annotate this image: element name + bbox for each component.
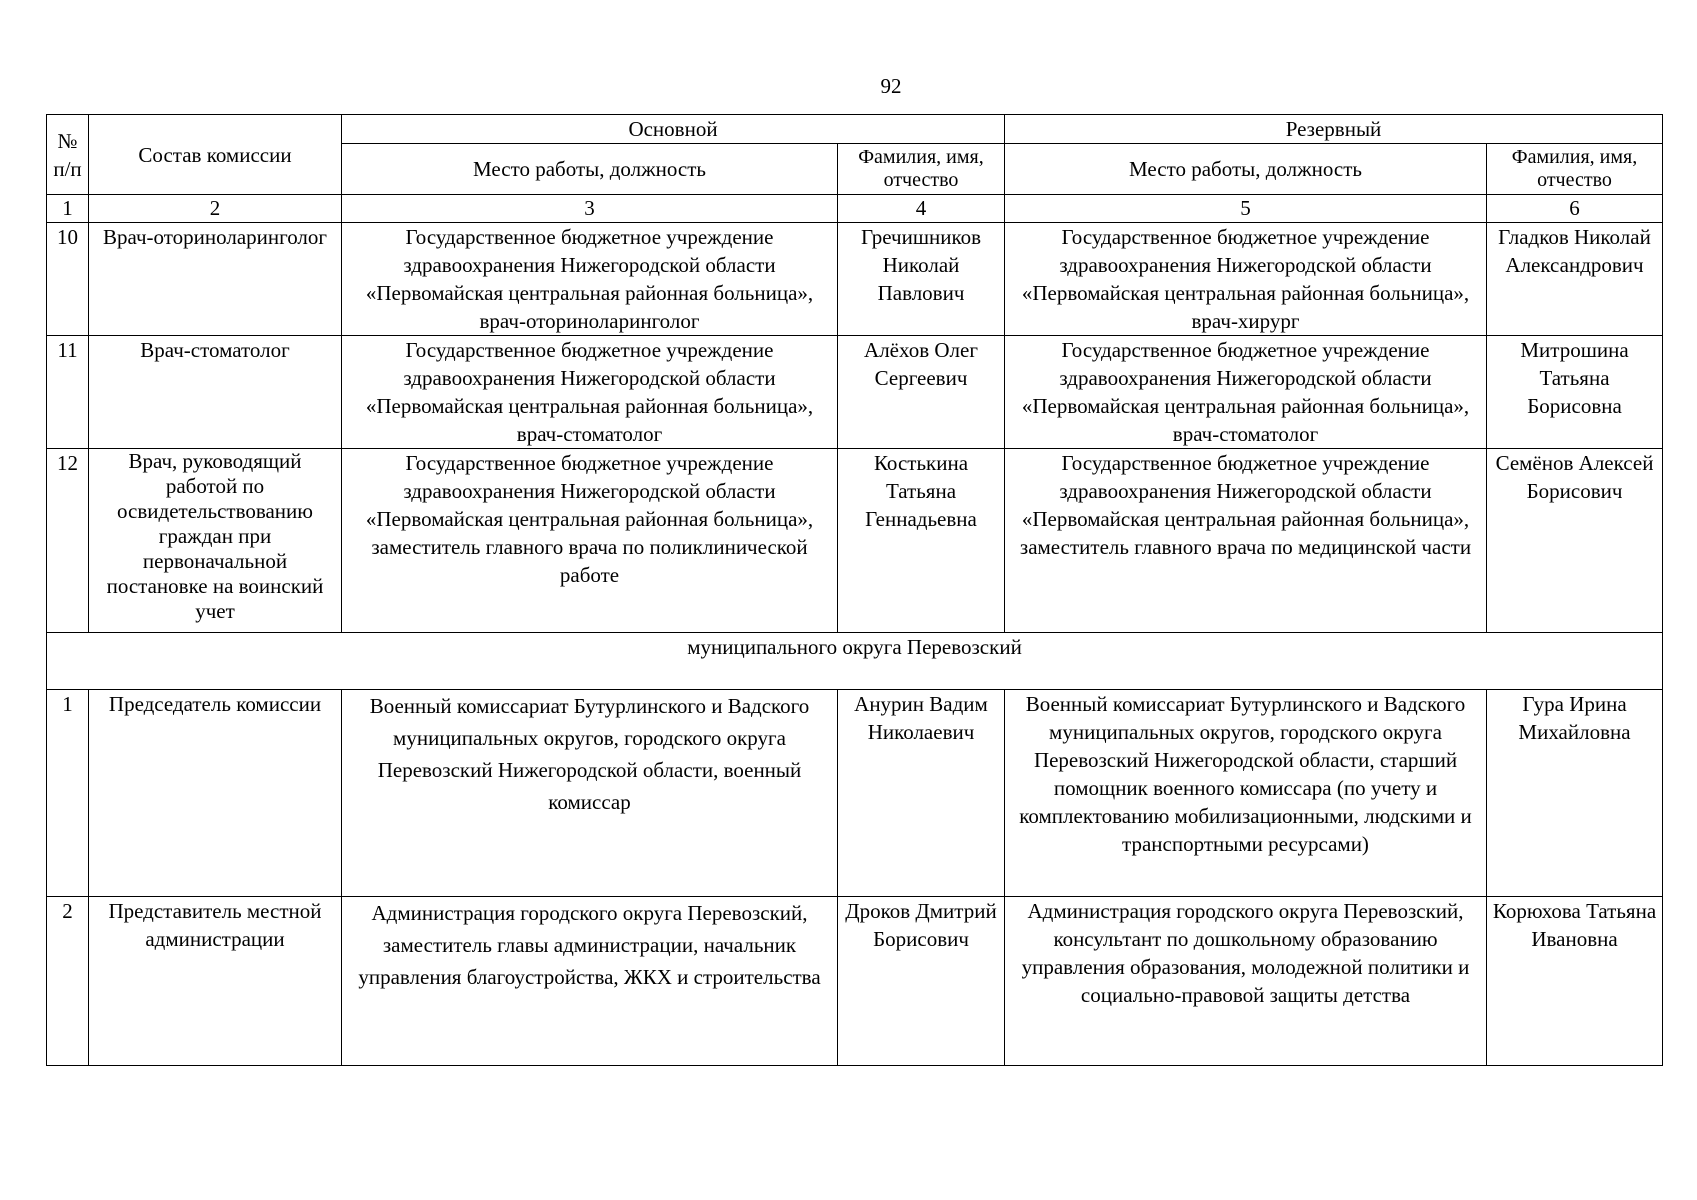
commission-table [46, 114, 1663, 1066]
header-reserve-fullname: Фамилия, имя, отчество [1487, 144, 1663, 195]
header-primary-workplace: Место работы, должность [342, 144, 838, 195]
header-reserve: Резервный [1005, 115, 1663, 144]
role-cell: Врач-стоматолог [89, 336, 342, 449]
column-number: 2 [89, 195, 342, 223]
main-fullname-cell: Анурин Вадим Николаевич [838, 690, 1005, 897]
column-number: 1 [47, 195, 89, 223]
main-workplace-cell: Государственное бюджетное учреждение здравоохранения Нижегородской области «Первомайская центральная районная больница», врач-оториноларинголог [342, 223, 838, 336]
main-workplace-cell: Администрация городского округа Перевозский, заместитель главы администрации, начальник управления благоустройства, ЖКХ и строительства [342, 897, 838, 1066]
table-row [47, 336, 1663, 449]
table-row [47, 690, 1663, 897]
header-reserve-workplace: Место работы, должность [1005, 144, 1487, 195]
header-num: № п/п [47, 115, 89, 195]
main-workplace-cell: Государственное бюджетное учреждение здравоохранения Нижегородской области «Первомайская центральная районная больница», заместитель главного врача по поликлинической работе [342, 449, 838, 633]
reserve-workplace-cell: Военный комиссариат Бутурлинского и Вадского муниципальных округов, городского округа Перевозский Нижегородской области, старший помощник военного комиссара (по учету и комплектованию мобилизационными, людскими и транспортными ресурсами) [1005, 690, 1487, 897]
header-row-top [47, 115, 1663, 144]
main-fullname-cell: Дроков Дмитрий Борисович [838, 897, 1005, 1066]
row-number: 11 [47, 336, 89, 449]
reserve-fullname-cell: Семёнов Алексей Борисович [1487, 449, 1663, 633]
column-number: 4 [838, 195, 1005, 223]
section-row [47, 633, 1663, 690]
main-fullname-cell: Костькина Татьяна Геннадьевна [838, 449, 1005, 633]
reserve-workplace-cell: Государственное бюджетное учреждение здравоохранения Нижегородской области «Первомайская центральная районная больница», заместитель главного врача по медицинской части [1005, 449, 1487, 633]
table-row [47, 223, 1663, 336]
column-number: 3 [342, 195, 838, 223]
row-number: 12 [47, 449, 89, 633]
row-number: 2 [47, 897, 89, 1066]
reserve-fullname-cell: Гура Ирина Михайловна [1487, 690, 1663, 897]
role-cell: Врач-оториноларинголог [89, 223, 342, 336]
main-fullname-cell: Гречишников Николай Павлович [838, 223, 1005, 336]
role-cell: Председатель комиссии [89, 690, 342, 897]
reserve-workplace-cell: Администрация городского округа Перевозский, консультант по дошкольному образованию управления образования, молодежной политики и социально-правовой защиты детства [1005, 897, 1487, 1066]
header-composition: Состав комиссии [89, 115, 342, 195]
main-workplace-cell: Военный комиссариат Бутурлинского и Вадского муниципальных округов, городского округа Перевозский Нижегородской области, военный комиссар [342, 690, 838, 897]
column-number-row [47, 195, 1663, 223]
table-row [47, 449, 1663, 633]
reserve-workplace-cell: Государственное бюджетное учреждение здравоохранения Нижегородской области «Первомайская центральная районная больница», врач-стоматолог [1005, 336, 1487, 449]
role-cell: Врач, руководящий работой по освидетельствованию граждан при первоначальной постановке на воинский учет [89, 449, 342, 633]
reserve-fullname-cell: Митрошина Татьяна Борисовна [1487, 336, 1663, 449]
main-workplace-cell: Государственное бюджетное учреждение здравоохранения Нижегородской области «Первомайская центральная районная больница», врач-стоматолог [342, 336, 838, 449]
row-number: 10 [47, 223, 89, 336]
reserve-workplace-cell: Государственное бюджетное учреждение здравоохранения Нижегородской области «Первомайская центральная районная больница», врач-хирург [1005, 223, 1487, 336]
header-primary-fullname: Фамилия, имя, отчество [838, 144, 1005, 195]
table-row [47, 897, 1663, 1066]
header-primary: Основной [342, 115, 1005, 144]
reserve-fullname-cell: Корюхова Татьяна Ивановна [1487, 897, 1663, 1066]
main-fullname-cell: Алёхов Олег Сергеевич [838, 336, 1005, 449]
section-title: муниципального округа Перевозский [47, 633, 1663, 690]
column-number: 5 [1005, 195, 1487, 223]
page-number: 92 [880, 74, 902, 98]
reserve-fullname-cell: Гладков Николай Александрович [1487, 223, 1663, 336]
role-cell: Представитель местной администрации [89, 897, 342, 1066]
column-number: 6 [1487, 195, 1663, 223]
row-number: 1 [47, 690, 89, 897]
